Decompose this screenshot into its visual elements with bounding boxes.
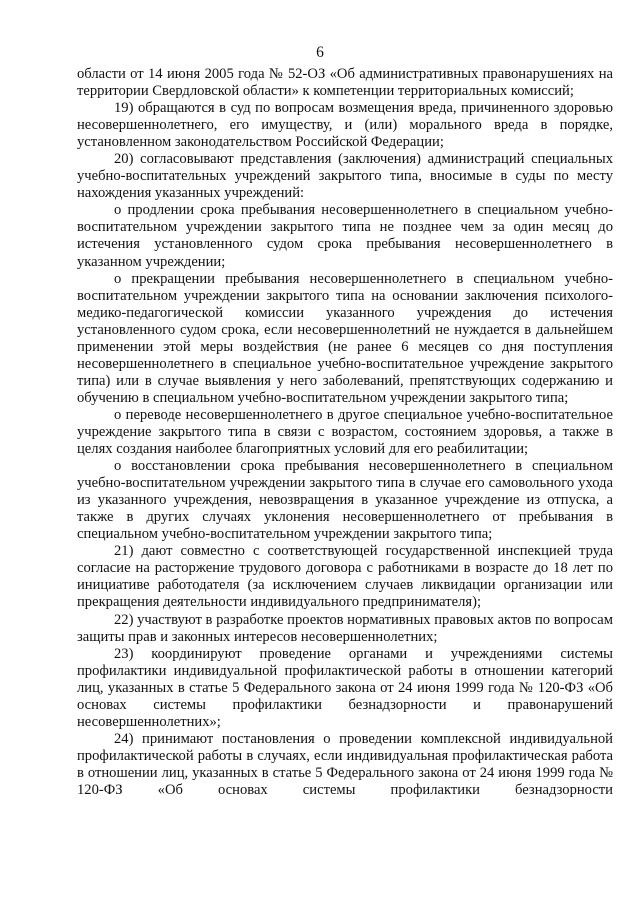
paragraph-continuation: области от 14 июня 2005 года № 52-ОЗ «Об административных правонарушениях на территории Свердловской области» к компетенции территориальных комиссий; [77, 66, 613, 100]
paragraph-restoration-of-term: о восстановлении срока пребывания несовершеннолетнего в специальном учебно-воспитательном учреждении закрытого типа в случае его самовольного ухода из указанного учреждения, невозвращения в указанное учреждение из отпуска, а также в других случаях уклонения несовершеннолетнего от пребывания в специальном учебно-воспитательном учреждении закрытого типа; [77, 458, 613, 543]
paragraph-item-20: 20) согласовывают представления (заключения) администраций специальных учебно-воспитательных учреждений закрытого типа, вносимые в суды по месту нахождения указанных учреждений: [77, 151, 613, 202]
paragraph-item-19: 19) обращаются в суд по вопросам возмещения вреда, причиненного здоровью несовершеннолетнего, его имуществу, и (или) морального вреда в порядке, установленном законодательством Российской Федерации; [77, 100, 613, 151]
paragraph-extension-of-stay: о продлении срока пребывания несовершеннолетнего в специальном учебно-воспитательном учреждении закрытого типа не позднее чем за один месяц до истечения установленного судом срока пребывания несовершеннолетнего в указанном учреждении; [77, 202, 613, 270]
paragraph-termination-of-stay: о прекращении пребывания несовершеннолетнего в специальном учебно-воспитательном учреждении закрытого типа на основании заключения психолого-медико-педагогической комиссии указанного учреждения до истечения установленного судом срока, если несовершеннолетний не нуждается в дальнейшем применении этой меры воздействия (не ранее 6 месяцев со дня поступления несовершеннолетнего в специальное учебно-воспитательное учреждение закрытого типа) или в случае выявления у него заболеваний, препятствующих содержанию и обучению в специальном учебно-воспитательном учреждении закрытого типа; [77, 270, 613, 406]
paragraph-transfer: о переводе несовершеннолетнего в другое специальное учебно-воспитательное учреждение закрытого типа в связи с возрастом, состоянием здоровья, а также в целях создания наиболее благоприятных условий для его реабилитации; [77, 406, 613, 458]
paragraph-item-21: 21) дают совместно с соответствующей государственной инспекцией труда согласие на расторжение трудового договора с работниками в возрасте до 18 лет по инициативе работодателя (за исключением случаев ликвидации организации или прекращения деятельности индивидуального предпринимателя); [77, 543, 613, 611]
page-number: 6 [316, 44, 324, 61]
paragraph-item-22: 22) участвуют в разработке проектов нормативных правовых актов по вопросам защиты прав и законных интересов несовершеннолетних; [77, 611, 613, 645]
document-body [77, 66, 613, 799]
paragraph-item-23: 23) координируют проведение органами и учреждениями системы профилактики индивидуальной профилактической работы в отношении категорий лиц, указанных в статье 5 Федерального закона от 24 июня 1999 года № 120-ФЗ «Об основах системы профилактики безнадзорности и правонарушений несовершеннолетних»; [77, 645, 613, 730]
paragraph-item-24: 24) принимают постановления о проведении комплексной индивидуальной профилактической работы в случаях, если индивидуальная профилактическая работа в отношении лиц, указанных в статье 5 Федерального закона от 24 июня 1999 года № 120-ФЗ «Об основах системы профилактики безнадзорности [77, 730, 613, 798]
